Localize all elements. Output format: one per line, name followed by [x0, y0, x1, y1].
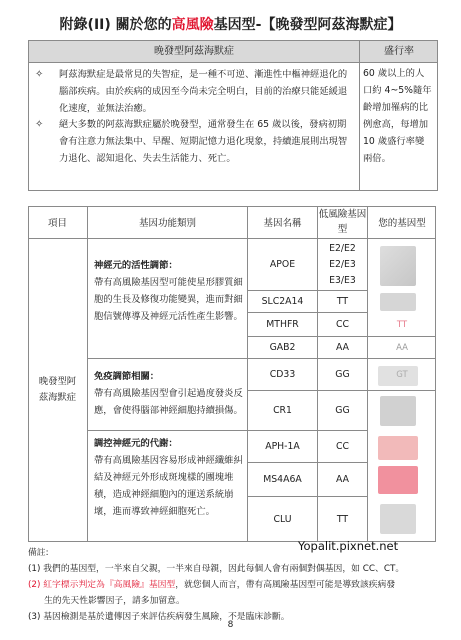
header-item: 項目: [28, 206, 88, 239]
info-header: [29, 41, 437, 63]
redaction-mark: [380, 504, 416, 534]
category-body: 帶有高風險基因型可能使星形膠質細胞的生長及修復功能變異，進而對細胞信號傳導及神經元活性產生影響。: [94, 277, 243, 322]
page-number: 8: [227, 620, 234, 630]
low-risk-genotype: TT: [318, 291, 368, 313]
low-risk-genotype: GG: [318, 359, 368, 391]
info-header-disease: 晚發型阿茲海默症: [154, 46, 234, 57]
gene-name: APH-1A: [248, 431, 318, 463]
notes: [28, 545, 438, 625]
header-your-genotype: 您的基因型: [368, 206, 436, 239]
header-category: 基因功能類別: [88, 206, 248, 239]
header-low-risk: 低風險基因型: [318, 206, 368, 239]
title-highlight: 高風險: [171, 17, 214, 33]
info-header-prevalence: 盛行率: [359, 41, 438, 62]
redaction-mark: [380, 246, 416, 286]
bullet-icon: ✧: [35, 119, 44, 130]
note-1: (1) 我們的基因型，一半來自父親，一半來自母親，因此每個人會有兩個對偶基因，如 CC、CT。: [28, 564, 405, 574]
gene-name: MTHFR: [248, 313, 318, 337]
watermark: Yopalit.pixnet.net: [298, 539, 399, 553]
page-title: [0, 14, 461, 34]
category-title: 神經元的活性調節：: [94, 260, 178, 271]
low-risk-genotype: AA: [318, 337, 368, 359]
redaction-mark: [380, 396, 416, 426]
redaction-mark: [378, 436, 418, 460]
info-paragraph-1: 阿茲海默症是最常見的失智症，是一種不可逆、漸進性中樞神經退化的腦部疾病。由於疾病的成因至今尚未完全明白，目前的治療只能延緩退化速度，並無法治癒。: [59, 69, 348, 114]
info-divider: [359, 62, 360, 190]
note-2-continued: 生的先天性影響因子，請多加留意。: [44, 596, 185, 606]
note-3: (3) 基因檢測是基於遺傳因子來評估疾病發生風險，不是臨床診斷。: [28, 612, 290, 622]
category-body: 帶有高風險基因型會引起過度發炎反應，會使得腦部神經細胞持續損傷。: [94, 388, 243, 416]
item-cell: 晚發型阿茲海默症: [28, 239, 88, 542]
gene-name: CD33: [248, 359, 318, 391]
info-table: [28, 40, 438, 191]
redaction-mark: [380, 293, 416, 311]
gene-name: GAB2: [248, 337, 318, 359]
low-risk-genotype: TT: [318, 497, 368, 542]
low-risk-genotype: GG: [318, 391, 368, 431]
redaction-mark: [378, 366, 418, 386]
your-genotype: AA: [368, 337, 436, 359]
category-neuron-activity: [88, 239, 248, 359]
low-risk-genotype: CC: [318, 431, 368, 463]
notes-label: 備註:: [28, 548, 49, 558]
category-metabolism: [88, 431, 248, 542]
category-immune: [88, 359, 248, 431]
title-prefix: 附錄(II) 關於您的: [59, 17, 172, 33]
gene-name: MS4A6A: [248, 463, 318, 497]
info-paragraph-2: 絕大多數的阿茲海默症屬於晚發型，通常發生在 65 歲以後，發病初期會有注意力無法集中、早醒、短期記憶力退化現象，持續進展則出現智力退化、認知退化、失去生活能力、死亡。: [59, 119, 348, 164]
gene-name: SLC2A14: [248, 291, 318, 313]
header-gene: 基因名稱: [248, 206, 318, 239]
gene-name: CLU: [248, 497, 318, 542]
low-risk-genotype: CC: [318, 313, 368, 337]
category-title: 免疫調節相關：: [94, 371, 160, 382]
note-2-highlight: (2) 紅字標示判定為『高風險』基因型: [28, 580, 176, 590]
low-risk-genotype: E2/E2 E2/E3 E3/E3: [318, 239, 368, 291]
prevalence-text: 60 歲以上的人口約 4~5%隨年齡增加罹病的比例愈高，每增加 10 歲盛行率變兩倍。: [363, 68, 432, 164]
gene-name: CR1: [248, 391, 318, 431]
note-2-text: ，就您個人而言，帶有高風險基因型可能是導致該疾病發: [175, 580, 396, 590]
redaction-mark: [378, 466, 418, 494]
your-genotype: TT: [368, 313, 436, 337]
category-title: 調控神經元的代謝：: [94, 438, 178, 449]
bullet-icon: ✧: [35, 69, 44, 80]
gene-name: APOE: [248, 239, 318, 291]
category-body: 帶有高風險基因容易形成神經纖維糾結及神經元外形成斑塊樣的團塊堆積，造成神經細胞內的運送系統崩壞，進而導致神經細胞死亡。: [94, 455, 243, 517]
low-risk-genotype: AA: [318, 463, 368, 497]
gene-table: [28, 206, 436, 542]
note-2: [28, 577, 438, 593]
title-suffix: 基因型-【晚發型阿茲海默症】: [213, 17, 402, 33]
